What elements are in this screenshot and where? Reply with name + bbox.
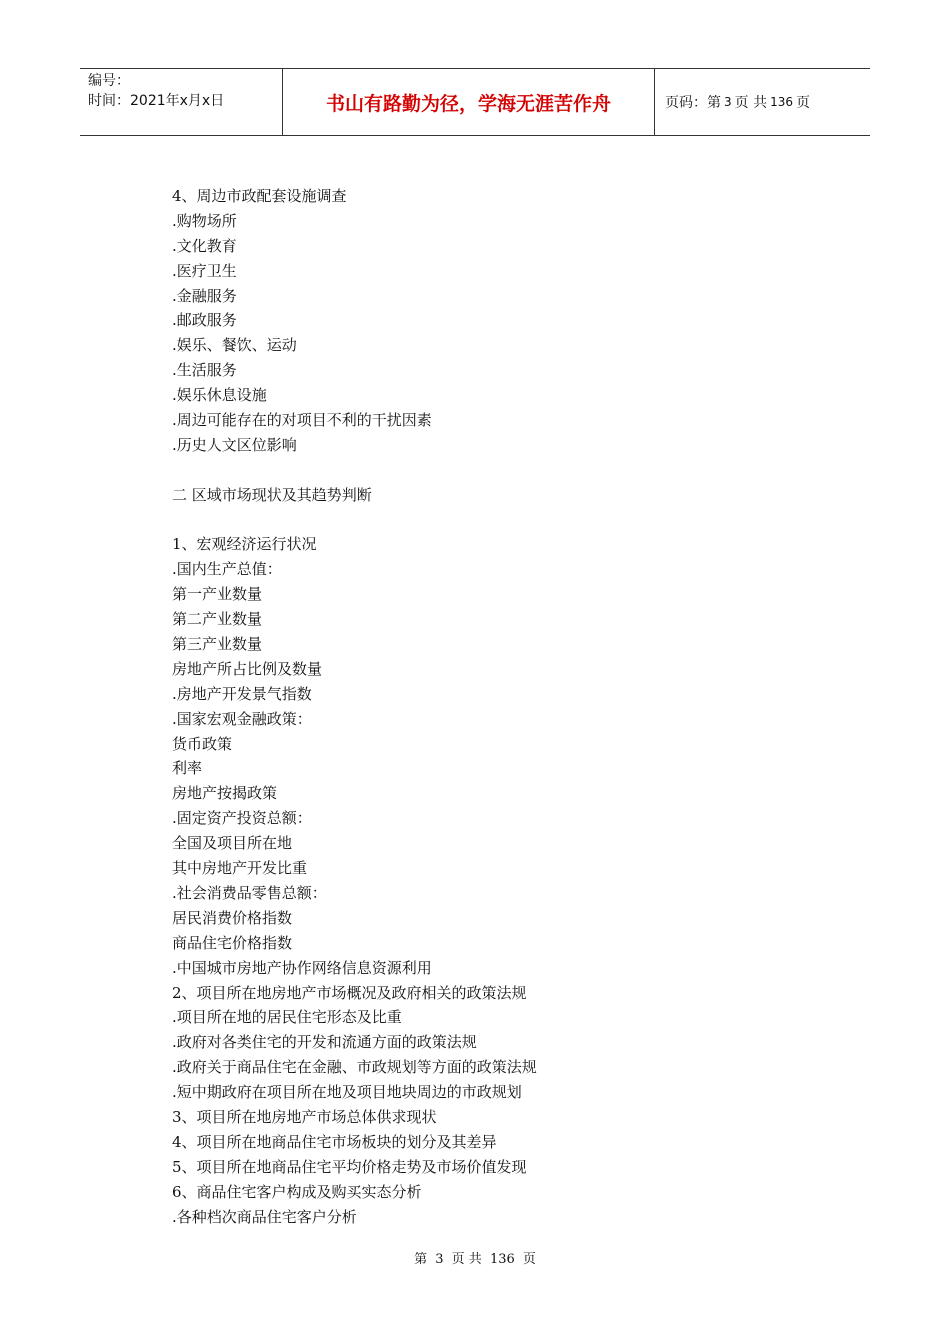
page-mid: 页 共 [734,95,768,111]
body-line: .固定资产投资总额： [172,809,312,828]
blank-line [172,458,812,483]
page-current: 3 [724,95,732,109]
body-line: .周边可能存在的对项目不利的干扰因素 [172,411,432,430]
body-line: 5、项目所在地商品住宅平均价格走势及市场价值发现 [172,1157,527,1176]
footer-suffix: 页 [522,1252,536,1267]
document-body [172,184,812,1229]
body-line: 第一产业数量 [172,585,263,604]
page-suffix: 页 [796,95,810,111]
document-date: 时间：2021年x月x日 [88,93,225,109]
body-line: .政府对各类住宅的开发和流通方面的政策法规 [172,1033,477,1052]
body-line: .邮政服务 [172,311,237,330]
body-line: .政府关于商品住宅在金融、市政规划等方面的政策法规 [172,1058,537,1077]
page-prefix: 页码：第 [665,95,721,111]
footer-prefix: 第 [414,1252,428,1267]
body-line: 4、周边市政配套设施调查 [172,187,347,205]
body-line: .金融服务 [172,286,237,305]
body-line: 房地产按揭政策 [172,784,278,803]
page-header [80,68,870,136]
body-line: .文化教育 [172,236,237,255]
body-line: .项目所在地的居民住宅形态及比重 [172,1008,402,1027]
body-line: 第二产业数量 [172,610,263,629]
body-line: 1、宏观经济运行状况 [172,535,317,554]
body-line: .生活服务 [172,361,237,380]
header-page-info [655,69,870,135]
header-motto: 书山有路勤为径，学海无涯苦作舟 [283,69,655,135]
body-line: .各种档次商品住宅客户分析 [172,1207,357,1226]
body-line: 6、商品住宅客户构成及购买实态分析 [172,1182,422,1201]
body-line: 居民消费价格指数 [172,908,293,927]
body-line: 二 区域市场现状及其趋势判断 [172,485,372,504]
body-line: 3、项目所在地房地产市场总体供求现状 [172,1107,437,1126]
body-line: 2、项目所在地房地产市场概况及政府相关的政策法规 [172,983,527,1002]
body-line: .购物场所 [172,211,237,230]
body-line: .娱乐休息设施 [172,386,267,405]
body-line: .国内生产总值： [172,560,282,579]
body-line: 货币政策 [172,734,233,753]
body-line: 房地产所占比例及数量 [172,659,323,678]
body-line: 商品住宅价格指数 [172,933,293,952]
body-line: 全国及项目所在地 [172,834,293,853]
document-number-label: 编号： [88,73,130,89]
footer-current: 3 [435,1252,444,1267]
body-line: 利率 [172,759,203,778]
body-line: .房地产开发景气指数 [172,684,312,703]
body-line: .娱乐、餐饮、运动 [172,336,297,355]
body-line: 4、项目所在地商品住宅市场板块的划分及其差异 [172,1132,497,1151]
body-line: 第三产业数量 [172,635,263,654]
body-line: .医疗卫生 [172,261,237,280]
footer-mid: 页 共 [451,1252,482,1267]
footer-total: 136 [489,1252,515,1267]
body-line: 其中房地产开发比重 [172,859,308,878]
body-line: .短中期政府在项目所在地及项目地块周边的市政规划 [172,1083,522,1102]
page-footer [0,1248,950,1267]
blank-line [172,508,812,533]
header-meta [80,69,283,135]
page-total: 136 [770,95,793,109]
body-line: .国家宏观金融政策： [172,709,312,728]
body-line: .中国城市房地产协作网络信息资源利用 [172,958,432,977]
body-line: .历史人文区位影响 [172,435,297,454]
body-line: .社会消费品零售总额： [172,883,327,902]
